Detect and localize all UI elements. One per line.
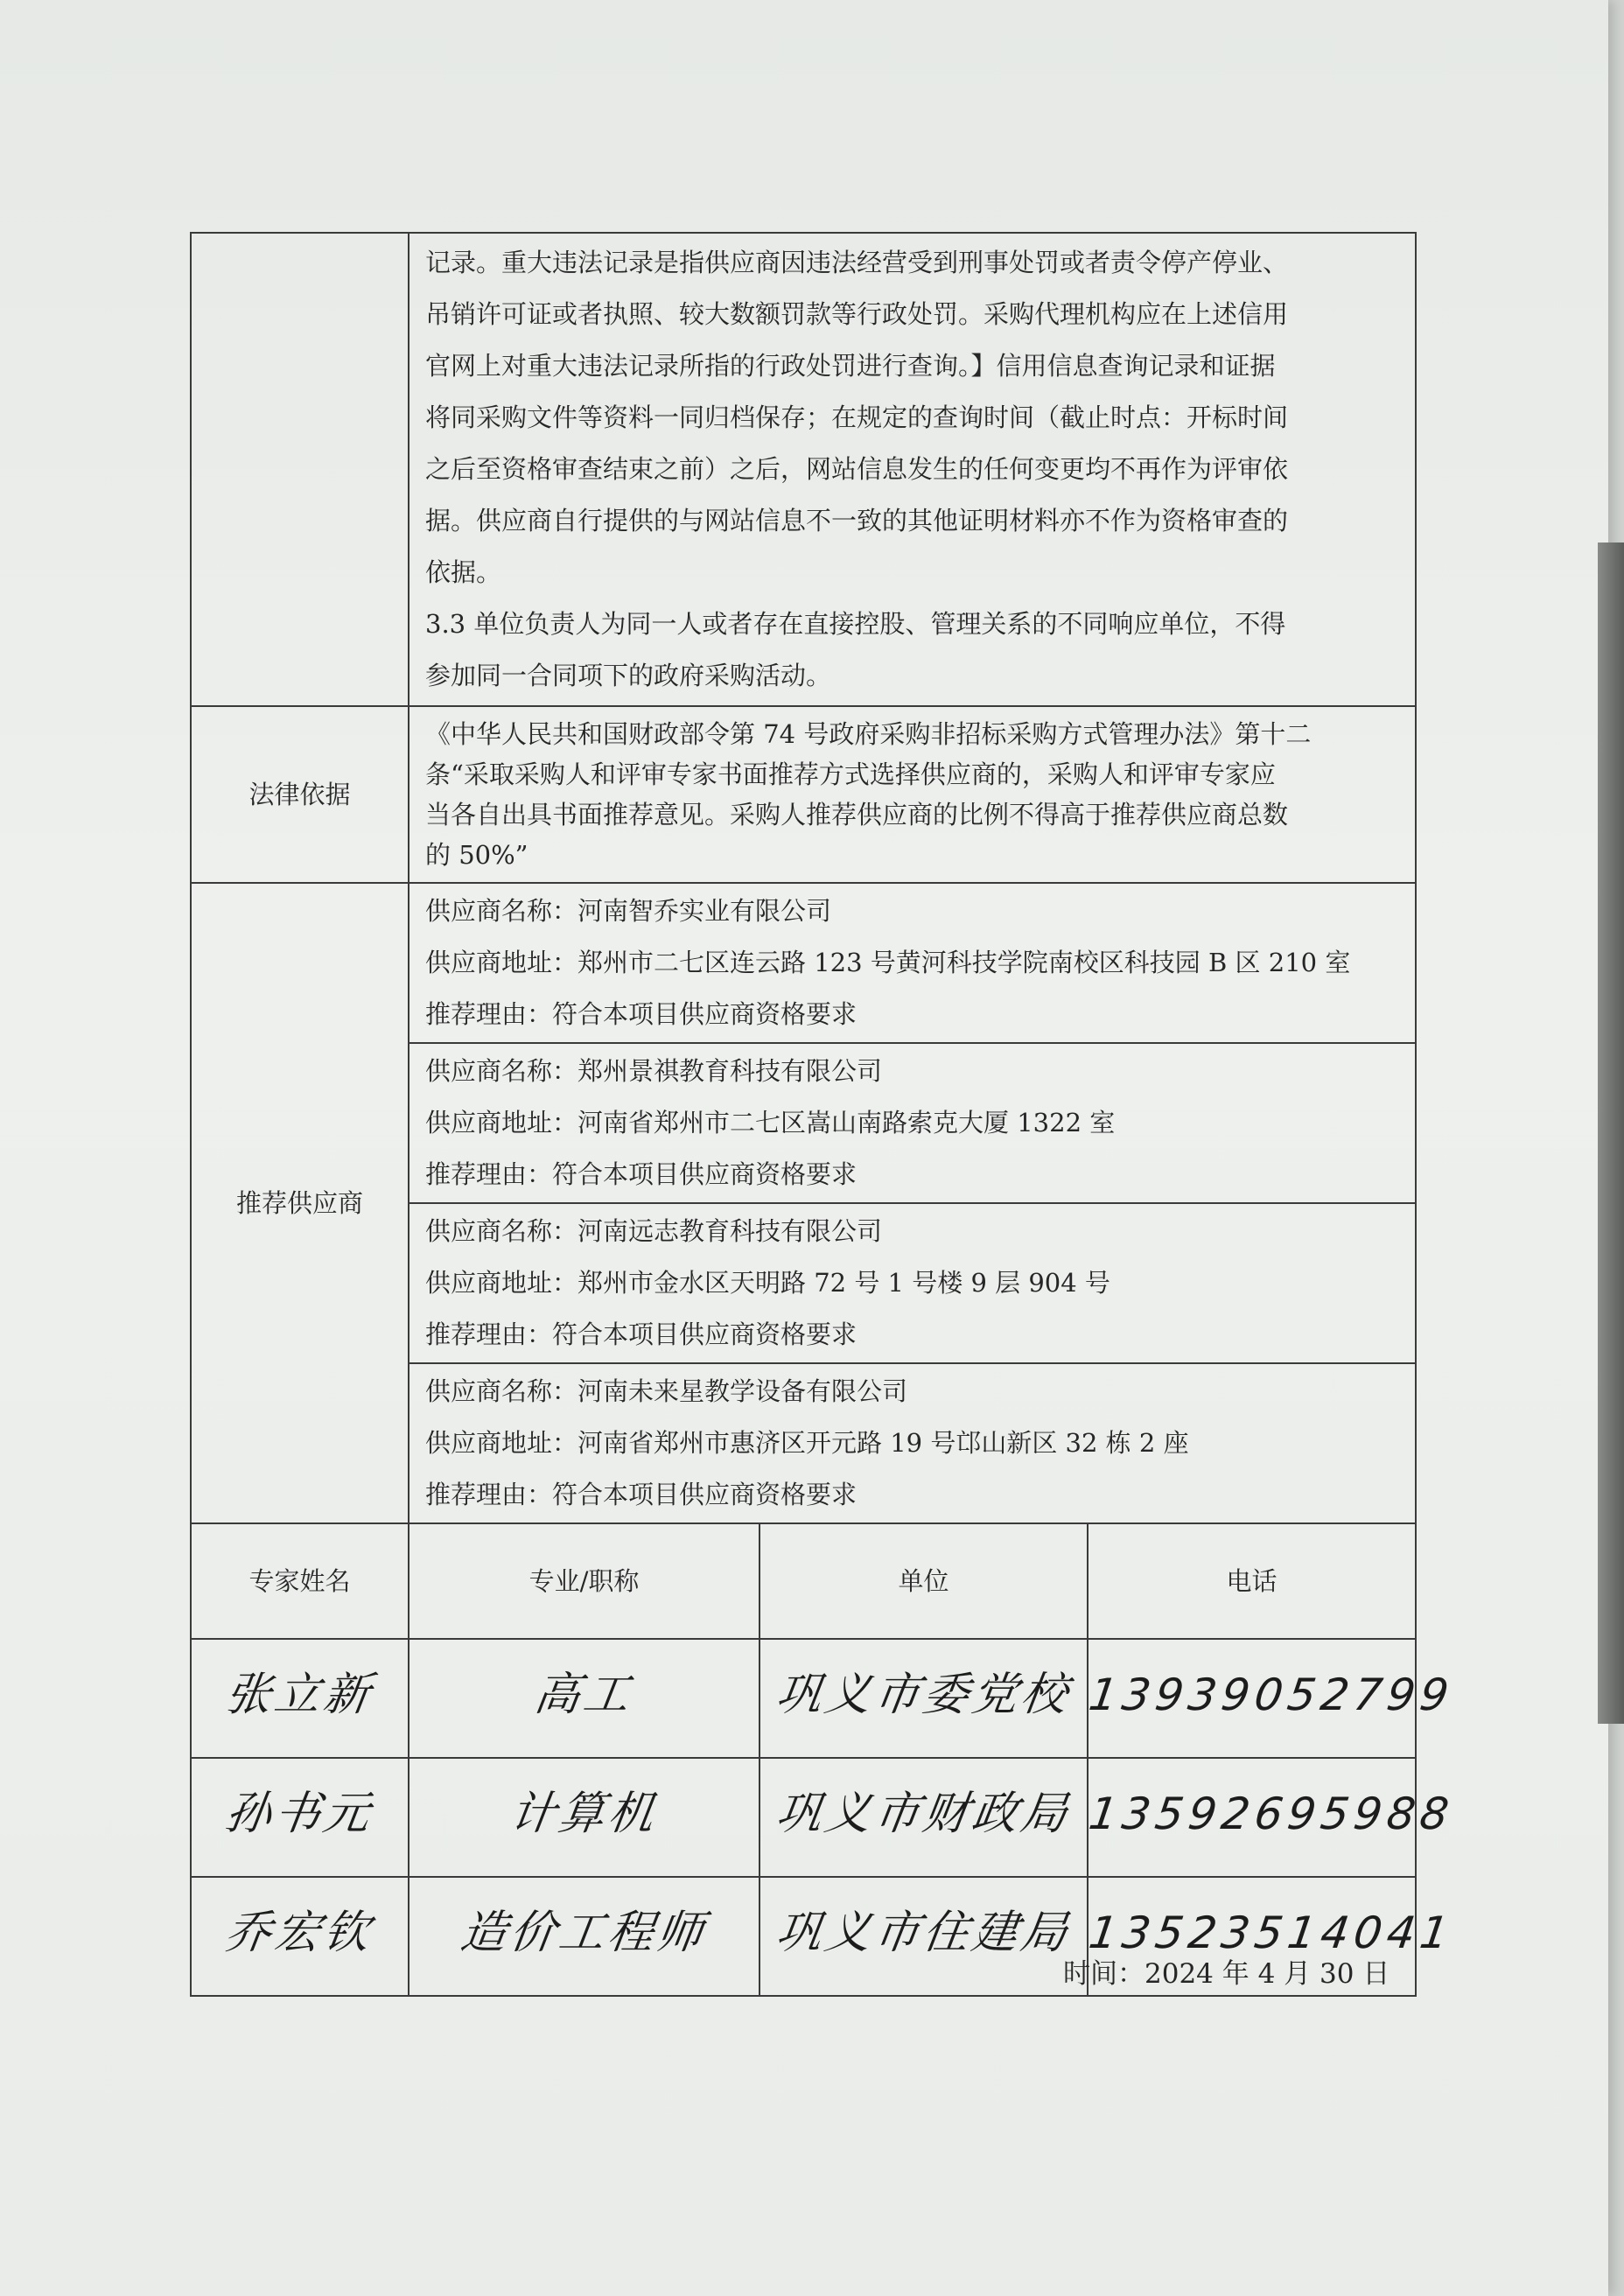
expert-phone-cell bbox=[1085, 1758, 1458, 1877]
handwritten-specialty: 计算机 bbox=[507, 1788, 662, 1840]
legal-basis-text bbox=[409, 706, 1416, 883]
expert-specialty-cell bbox=[409, 1877, 760, 1996]
expert-name-cell bbox=[191, 1639, 409, 1758]
continued-line: 官网上对重大违法记录所指的行政处罚进行查询。】信用信息查询记录和证据 bbox=[425, 351, 1276, 381]
supplier-address: 供应商地址：郑州市二七区连云路 123 号黄河科技学院南校区科技园 B 区 210 室 bbox=[425, 948, 1351, 977]
legal-line: 当各自出具书面推荐意见。采购人推荐供应商的比例不得高于推荐供应商总数 bbox=[425, 800, 1289, 830]
supplier-address: 供应商地址：郑州市金水区天明路 72 号 1 号楼 9 层 904 号 bbox=[425, 1268, 1110, 1298]
expert-specialty-cell bbox=[409, 1758, 760, 1877]
header-expert-name: 专家姓名 bbox=[191, 1523, 409, 1639]
supplier-reason: 推荐理由：符合本项目供应商资格要求 bbox=[425, 999, 858, 1029]
continued-line: 3.3 单位负责人为同一人或者存在直接控股、管理关系的不同响应单位，不得 bbox=[425, 609, 1286, 639]
supplier-cell-1 bbox=[409, 883, 1416, 1043]
supplier-address: 供应商地址：河南省郑州市二七区嵩山南路索克大厦 1322 室 bbox=[425, 1108, 1116, 1138]
continued-line: 参加同一合同项下的政府采购活动。 bbox=[425, 661, 832, 690]
handwritten-specialty: 高工 bbox=[531, 1669, 637, 1721]
legal-line: 的 50%” bbox=[425, 840, 528, 870]
supplier-reason: 推荐理由：符合本项目供应商资格要求 bbox=[425, 1480, 858, 1509]
expert-name-cell bbox=[191, 1758, 409, 1877]
page-edge-shadow bbox=[1598, 542, 1624, 1724]
legal-basis-label: 法律依据 bbox=[191, 706, 409, 883]
expert-phone-cell bbox=[1085, 1639, 1458, 1758]
handwritten-name: 孙书元 bbox=[222, 1788, 377, 1840]
recommended-label: 推荐供应商 bbox=[191, 883, 409, 1523]
handwritten-phone: 13523514041 bbox=[1085, 1908, 1458, 1958]
expert-row bbox=[191, 1758, 1416, 1877]
expert-specialty-cell bbox=[409, 1639, 760, 1758]
header-specialty: 专业/职称 bbox=[409, 1523, 760, 1639]
supplier-name: 供应商名称：河南远志教育科技有限公司 bbox=[425, 1216, 883, 1246]
expert-row bbox=[191, 1639, 1416, 1758]
supplier-reason: 推荐理由：符合本项目供应商资格要求 bbox=[425, 1320, 858, 1349]
legal-basis-row bbox=[191, 706, 1416, 883]
expert-name-cell bbox=[191, 1877, 409, 1996]
supplier-name: 供应商名称：郑州景祺教育科技有限公司 bbox=[425, 1056, 883, 1086]
expert-unit-cell bbox=[760, 1639, 1088, 1758]
supplier-reason: 推荐理由：符合本项目供应商资格要求 bbox=[425, 1159, 858, 1189]
handwritten-phone: 13939052799 bbox=[1085, 1670, 1458, 1720]
expert-unit-cell bbox=[760, 1758, 1088, 1877]
supplier-address: 供应商地址：河南省郑州市惠济区开元路 19 号邙山新区 32 栋 2 座 bbox=[425, 1428, 1189, 1458]
handwritten-unit: 巩义市委党校 bbox=[773, 1669, 1074, 1721]
expert-unit-cell bbox=[760, 1877, 1088, 1996]
handwritten-unit: 巩义市财政局 bbox=[773, 1788, 1074, 1840]
document-date: 时间：2024 年 4 月 30 日 bbox=[1063, 1958, 1390, 1990]
continued-line: 据。供应商自行提供的与网站信息不一致的其他证明材料亦不作为资格审查的 bbox=[425, 506, 1289, 536]
supplier-cell-4 bbox=[409, 1363, 1416, 1523]
continued-line: 依据。 bbox=[425, 557, 502, 587]
expert-header-row bbox=[191, 1523, 1416, 1639]
handwritten-unit: 巩义市住建局 bbox=[773, 1907, 1074, 1959]
supplier-cell-3 bbox=[409, 1203, 1416, 1363]
legal-line: 《中华人民共和国财政部令第 74 号政府采购非招标采购方式管理办法》第十二 bbox=[425, 719, 1312, 749]
supplier-cell-2 bbox=[409, 1043, 1416, 1203]
supplier-name: 供应商名称：河南未来星教学设备有限公司 bbox=[425, 1376, 908, 1406]
handwritten-name: 张立新 bbox=[222, 1669, 377, 1721]
supplier-name: 供应商名称：河南智乔实业有限公司 bbox=[425, 896, 832, 926]
continued-line: 吊销许可证或者执照、较大数额罚款等行政处罚。采购代理机构应在上述信用 bbox=[425, 299, 1289, 329]
header-unit: 单位 bbox=[760, 1523, 1088, 1639]
supplier-row bbox=[191, 883, 1416, 1043]
legal-line: 条“采取采购人和评审专家书面推荐方式选择供应商的，采购人和评审专家应 bbox=[425, 760, 1276, 789]
continued-line: 将同采购文件等资料一同归档保存；在规定的查询时间（截止时点：开标时间 bbox=[425, 402, 1289, 432]
procurement-table bbox=[190, 232, 1458, 1997]
continued-row bbox=[191, 233, 1416, 706]
handwritten-specialty: 造价工程师 bbox=[458, 1907, 710, 1959]
header-phone: 电话 bbox=[1088, 1523, 1416, 1639]
handwritten-name: 乔宏钦 bbox=[222, 1907, 377, 1959]
continued-line: 记录。重大违法记录是指供应商因违法经营受到刑事处罚或者责令停产停业、 bbox=[425, 248, 1289, 277]
continued-text-cell bbox=[409, 233, 1416, 706]
continued-label-cell bbox=[191, 233, 409, 706]
continued-line: 之后至资格审查结束之前）之后，网站信息发生的任何变更均不再作为评审依 bbox=[425, 454, 1289, 484]
handwritten-phone: 13592695988 bbox=[1085, 1788, 1458, 1839]
